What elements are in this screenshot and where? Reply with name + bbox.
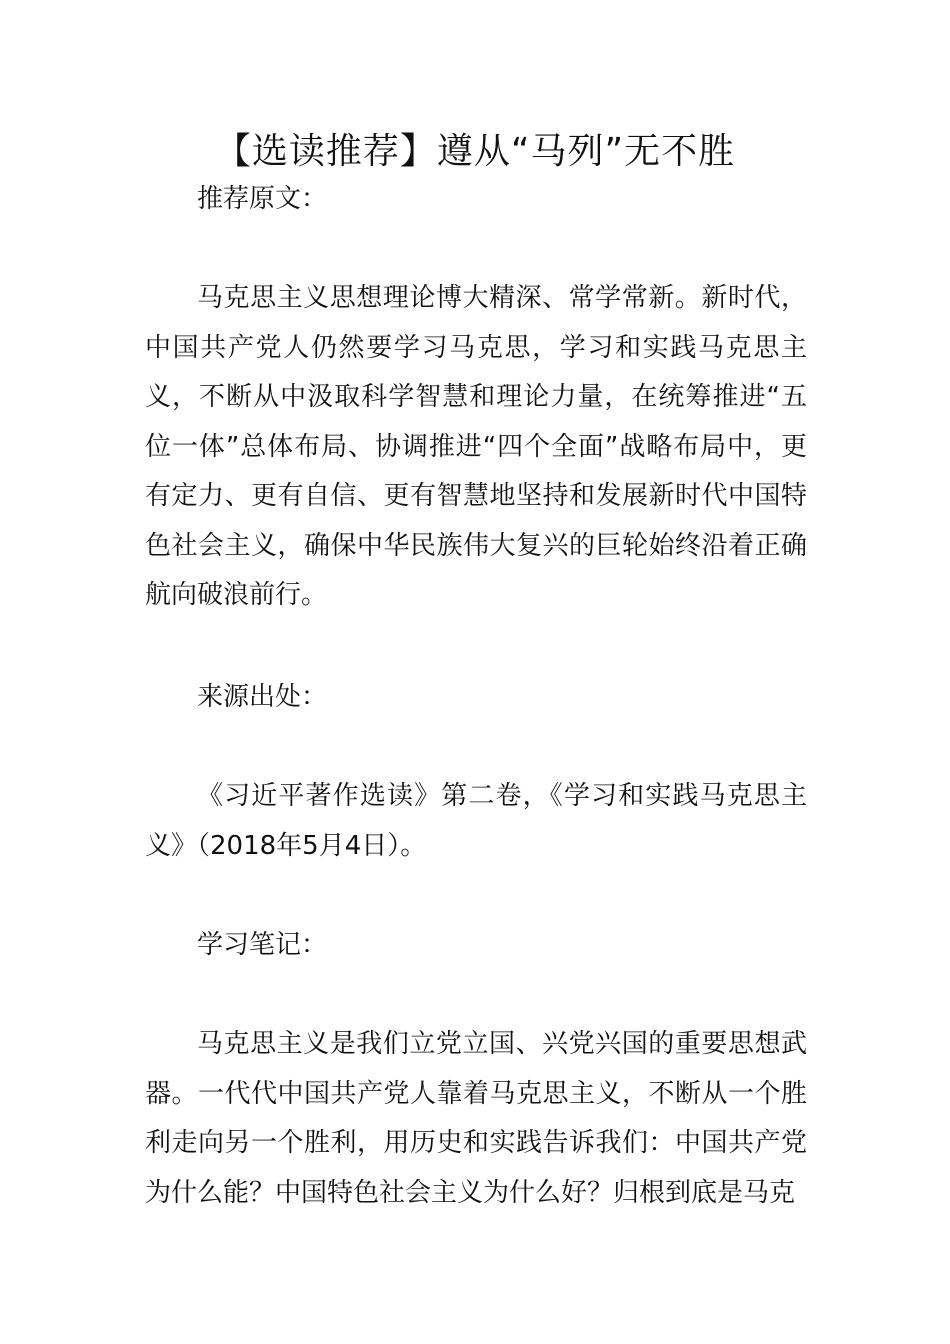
paragraph-recommended-text: 马克思主义思想理论博大精深、常学常新。新时代，中国共产党人仍然要学习马克思，学习和实践马克思主义，不断从中汲取科学智慧和理论力量，在统筹推进“五位一体”总体布局、协调推进“四个全面”战略布局中，更有定力、更有自信、更有智慧地坚持和发展新时代中国特色社会主义，确保中华民族伟大复兴的巨轮始终沿着正确航向破浪前行。 [145, 283, 807, 610]
document-title: 【选读推荐】遵从“马列”无不胜 [214, 131, 736, 172]
paragraph-source: 《习近平著作选读》第二卷，《学习和实践马克思主义》（2018年5月4日）。 [145, 781, 807, 861]
section-label-recommended-text: 推荐原文： [197, 184, 328, 214]
paragraph-study-notes: 马克思主义是我们立党立国、兴党兴国的重要思想武器。一代代中国共产党人靠着马克思主义，不断从一个胜利走向另一个胜利，用历史和实践告诉我们：中国共产党为什么能？中国特色社会主义为什么好？归根到底是马克 [145, 1029, 807, 1208]
section-label-study-notes: 学习笔记： [197, 930, 328, 960]
section-label-source: 来源出处： [197, 682, 328, 712]
